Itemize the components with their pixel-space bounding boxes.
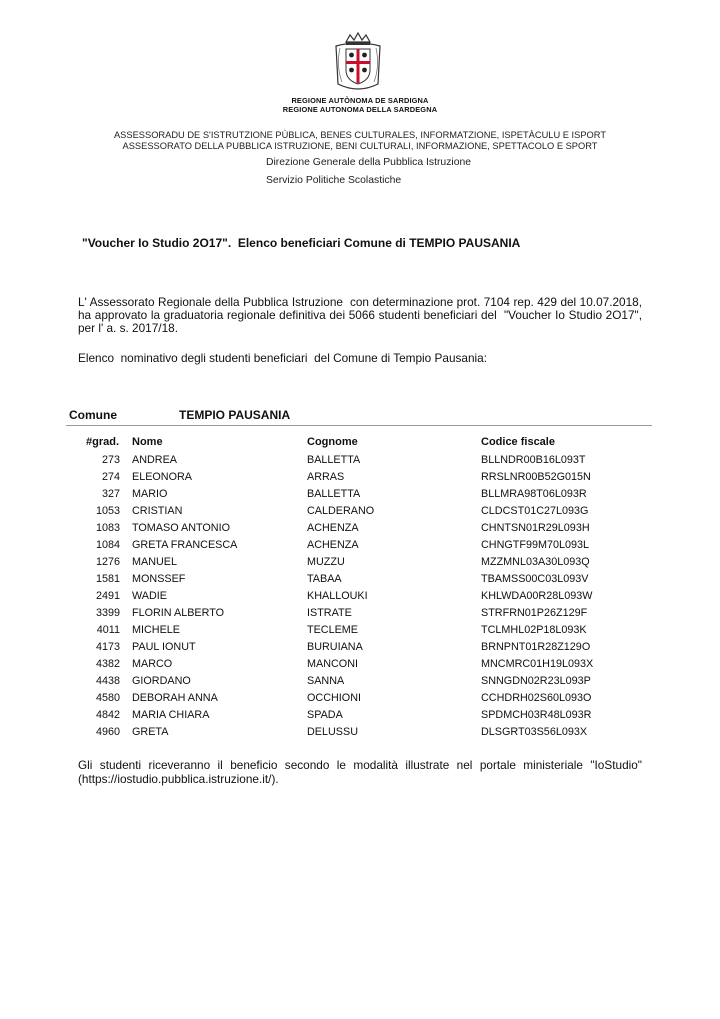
cell-cognome: ISTRATE bbox=[307, 607, 352, 619]
cell-grad: 4011 bbox=[96, 624, 120, 636]
cell-cognome: OCCHIONI bbox=[307, 692, 361, 704]
cell-grad: 1276 bbox=[95, 556, 120, 568]
cell-cognome: ARRAS bbox=[307, 471, 345, 483]
cell-codice-fiscale: BLLNDR00B16L093T bbox=[481, 454, 586, 466]
assessorato-italian: ASSESSORATO DELLA PUBBLICA ISTRUZIONE, BENI CULTURALI, INFORMAZIONE, SPETTACOLO E SPORT bbox=[122, 141, 598, 151]
cell-grad: 1083 bbox=[95, 522, 120, 534]
intro-paragraph: L' Assessorato Regionale della Pubblica Istruzione con determinazione prot. 7104 rep. 429 del 10.07.2018, ha approvato la graduatoria regionale definitiva dei 5066 studenti beneficiari del "Voucher Io Studio 2O17", per l' a. s. 2017/18. bbox=[78, 295, 652, 336]
cell-codice-fiscale: TCLMHL02P18L093K bbox=[481, 624, 587, 636]
cell-grad: 4960 bbox=[95, 726, 120, 738]
cell-cognome: SANNA bbox=[307, 675, 345, 687]
sardinia-coat-of-arms-icon bbox=[332, 32, 384, 94]
cell-codice-fiscale: SPDMCH03R48L093R bbox=[481, 709, 592, 721]
table-row bbox=[0, 537, 720, 554]
beneficiari-table bbox=[0, 452, 720, 741]
assessorato-sardinian: ASSESSORADU DE S'ISTRUTZIONE PÙBLICA, BENES CULTURALES, INFORMATZIONE, ISPETÀCULU E ISPORT bbox=[113, 130, 607, 140]
document-title: "Voucher Io Studio 2O17". Elenco beneficiari Comune di TEMPIO PAUSANIA bbox=[82, 236, 521, 250]
cell-codice-fiscale: BLLMRA98T06L093R bbox=[481, 488, 587, 500]
region-name-sardinian: REGIONE AUTÒNOMA DE SARDIGNA bbox=[291, 96, 429, 105]
cell-nome: GRETA FRANCESCA bbox=[132, 539, 238, 551]
cell-nome: GRETA bbox=[132, 726, 169, 738]
cell-grad: 4382 bbox=[95, 658, 120, 670]
cell-cognome: MANCONI bbox=[307, 658, 358, 670]
cell-codice-fiscale: CHNTSN01R29L093H bbox=[481, 522, 590, 534]
cell-codice-fiscale: MNCMRC01H19L093X bbox=[481, 658, 594, 670]
cell-nome: MANUEL bbox=[132, 556, 177, 568]
cell-cognome: BURUIANA bbox=[307, 641, 363, 653]
cell-cognome: TABAA bbox=[307, 573, 342, 585]
cell-codice-fiscale: RRSLNR00B52G015N bbox=[481, 471, 591, 483]
table-row bbox=[0, 639, 720, 656]
cell-nome: TOMASO ANTONIO bbox=[132, 522, 230, 534]
comune-name: TEMPIO PAUSANIA bbox=[179, 408, 291, 422]
cell-grad: 273 bbox=[101, 454, 120, 466]
cell-grad: 1084 bbox=[95, 539, 120, 551]
servizio: Servizio Politiche Scolastiche bbox=[266, 175, 402, 186]
column-header-codice-fiscale: Codice fiscale bbox=[481, 436, 555, 448]
table-row bbox=[0, 469, 720, 486]
cell-cognome: ACHENZA bbox=[307, 539, 359, 551]
cell-grad: 327 bbox=[101, 488, 120, 500]
cell-codice-fiscale: DLSGRT03S56L093X bbox=[481, 726, 588, 738]
cell-grad: 1581 bbox=[95, 573, 120, 585]
table-row bbox=[0, 554, 720, 571]
table-row bbox=[0, 452, 720, 469]
table-row bbox=[0, 503, 720, 520]
table-row bbox=[0, 622, 720, 639]
cell-cognome: BALLETTA bbox=[307, 488, 361, 500]
comune-label: Comune bbox=[69, 408, 117, 422]
cell-grad: 3399 bbox=[95, 607, 120, 619]
table-row bbox=[0, 656, 720, 673]
cell-nome: ELEONORA bbox=[132, 471, 192, 483]
cell-nome: MARIO bbox=[132, 488, 168, 500]
table-row bbox=[0, 724, 720, 741]
cell-cognome: ACHENZA bbox=[307, 522, 359, 534]
cell-grad: 4842 bbox=[95, 709, 120, 721]
table-row bbox=[0, 605, 720, 622]
cell-codice-fiscale: MZZMNL03A30L093Q bbox=[481, 556, 590, 568]
cell-nome: DEBORAH ANNA bbox=[132, 692, 218, 704]
cell-codice-fiscale: CHNGTF99M70L093L bbox=[481, 539, 590, 551]
cell-cognome: TECLEME bbox=[307, 624, 358, 636]
cell-codice-fiscale: CCHDRH02S60L093O bbox=[481, 692, 592, 704]
outro-paragraph: Gli studenti riceveranno il beneficio secondo le modalità illustrate nel portale ministeriale "IoStudio" (https://iostudio.pubblica.istruzione.it/). bbox=[78, 758, 642, 786]
cell-nome: FLORIN ALBERTO bbox=[132, 607, 225, 619]
cell-grad: 4580 bbox=[95, 692, 120, 704]
cell-codice-fiscale: STRFRN01P26Z129F bbox=[481, 607, 588, 619]
table-row bbox=[0, 707, 720, 724]
column-header-cognome: Cognome bbox=[307, 436, 358, 448]
cell-grad: 4438 bbox=[95, 675, 120, 687]
table-row bbox=[0, 588, 720, 605]
header-divider bbox=[66, 425, 652, 426]
cell-grad: 2491 bbox=[95, 590, 120, 602]
list-intro: Elenco nominativo degli studenti beneficiari del Comune di Tempio Pausania: bbox=[78, 351, 487, 365]
cell-nome: MARIA CHIARA bbox=[132, 709, 210, 721]
table-row bbox=[0, 486, 720, 503]
table-row bbox=[0, 690, 720, 707]
cell-cognome: MUZZU bbox=[307, 556, 345, 568]
cell-cognome: CALDERANO bbox=[307, 505, 375, 517]
cell-grad: 274 bbox=[101, 471, 120, 483]
cell-nome: GIORDANO bbox=[132, 675, 191, 687]
table-row bbox=[0, 520, 720, 537]
cell-nome: MONSSEF bbox=[132, 573, 186, 585]
cell-nome: ANDREA bbox=[132, 454, 177, 466]
cell-nome: WADIE bbox=[132, 590, 167, 602]
region-name-italian: REGIONE AUTONOMA DELLA SARDEGNA bbox=[282, 105, 438, 114]
cell-nome: MICHELE bbox=[132, 624, 180, 636]
direzione-generale: Direzione Generale della Pubblica Istruzione bbox=[266, 157, 472, 168]
cell-cognome: DELUSSU bbox=[307, 726, 359, 738]
cell-codice-fiscale: KHLWDA00R28L093W bbox=[481, 590, 593, 602]
cell-codice-fiscale: CLDCST01C27L093G bbox=[481, 505, 589, 517]
cell-nome: MARCO bbox=[132, 658, 173, 670]
column-header-nome: Nome bbox=[132, 436, 163, 448]
cell-grad: 1053 bbox=[95, 505, 120, 517]
cell-codice-fiscale: TBAMSS00C03L093V bbox=[481, 573, 589, 585]
cell-nome: PAUL IONUT bbox=[132, 641, 196, 653]
cell-codice-fiscale: SNNGDN02R23L093P bbox=[481, 675, 591, 687]
table-row bbox=[0, 571, 720, 588]
cell-cognome: KHALLOUKI bbox=[307, 590, 368, 602]
column-header-grad: #grad. bbox=[85, 436, 119, 448]
cell-nome: CRISTIAN bbox=[132, 505, 183, 517]
table-row bbox=[0, 673, 720, 690]
cell-grad: 4173 bbox=[95, 641, 120, 653]
cell-codice-fiscale: BRNPNT01R28Z129O bbox=[481, 641, 591, 653]
cell-cognome: BALLETTA bbox=[307, 454, 361, 466]
cell-cognome: SPADA bbox=[307, 709, 343, 721]
